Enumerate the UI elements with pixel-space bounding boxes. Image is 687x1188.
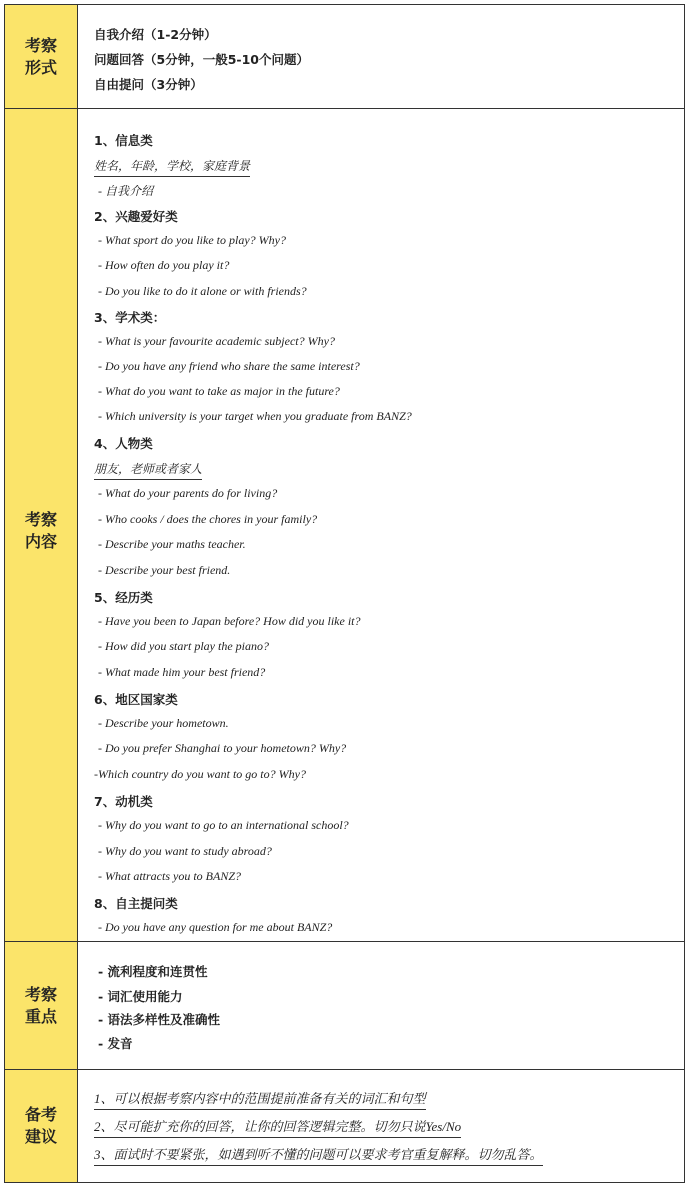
section-item: - What made him your best friend? [98,665,266,679]
section-item: - Why do you want to study abroad? [98,844,272,858]
row-label [5,109,78,941]
section-item: - What do you want to take as major in the future? [98,384,340,398]
row-label [5,942,78,1069]
section-title: 3、学术类： [94,310,166,325]
section-item: - Which university is your target when you graduate from BANZ? [98,409,412,423]
label-text: 考察 内容 [24,510,57,551]
section-title: 2、兴趣爱好类 [94,209,178,224]
section-subtitle: 姓名，年龄，学校，家庭背景 [94,157,250,177]
section-item: - Why do you want to go to an international school? [98,818,349,832]
section-item: - Do you prefer Shanghai to your hometown? Why? [98,741,347,755]
section-title: 8、自主提问类 [94,896,178,911]
focus-line: - 语法多样性及准确性 [98,1012,221,1027]
label-text: 考察 形式 [24,35,57,77]
section-title: 6、地区国家类 [94,692,178,707]
section-item: - How often do you play it? [98,258,230,272]
section-item: - What attracts you to BANZ? [98,869,241,883]
advice-content [78,1070,684,1182]
section-item: - Have you been to Japan before? How did you like it? [98,614,361,628]
section-item: - What is your favourite academic subject? Why? [98,334,335,348]
section-item: - Do you have any question for me about BANZ? [98,920,333,934]
advice-line: 3、面试时不要紧张，如遇到听不懂的问题可以要求考官重复解释。切勿乱答。 [94,1144,543,1166]
focus-line: - 发音 [98,1036,133,1051]
section-item: - What do your parents do for living? [98,486,278,500]
format-line: 自我介绍（1-2分钟） [94,27,217,42]
row-label [5,5,78,108]
section-item: - Who cooks / does the chores in your family? [98,512,318,526]
row-content [4,108,685,942]
label-text: 备考 建议 [24,1105,57,1146]
format-line: 问题回答（5分钟，一般5-10个问题） [94,52,309,67]
row-format [4,4,685,109]
section-item: - How did you start play the piano? [98,639,269,653]
advice-line: 2、尽可能扩充你的回答，让你的回答逻辑完整。切勿只说Yes/No [94,1116,461,1138]
section-item: - Describe your best friend. [98,563,231,577]
row-focus [4,941,685,1070]
focus-line: - 词汇使用能力 [98,989,183,1004]
section-title: 7、动机类 [94,794,153,809]
section-title: 4、人物类 [94,436,153,451]
format-line: 自由提问（3分钟） [94,77,203,92]
section-item: - What sport do you like to play? Why? [98,233,286,247]
section-subtitle: 朋友，老师或者家人 [94,460,202,480]
section-item: - Do you have any friend who share the same interest? [98,359,360,373]
section-item: - Describe your maths teacher. [98,537,246,551]
label-text: 考察 重点 [24,984,57,1026]
focus-line: - 流利程度和连贯性 [98,964,208,979]
format-content [78,5,684,108]
section-item: -Which country do you want to go to? Why? [94,767,306,781]
advice-line: 1、可以根据考察内容中的范围提前准备有关的词汇和句型 [94,1088,426,1110]
section-item: - 自我介绍 [98,184,153,198]
section-item: - Describe your hometown. [98,716,229,730]
row-advice [4,1069,685,1183]
row-label [5,1070,78,1182]
section-item: - Do you like to do it alone or with friends? [98,284,307,298]
section-title: 5、经历类 [94,590,153,605]
section-title: 1、信息类 [94,133,153,148]
content-body [78,109,684,941]
focus-content [78,942,684,1069]
